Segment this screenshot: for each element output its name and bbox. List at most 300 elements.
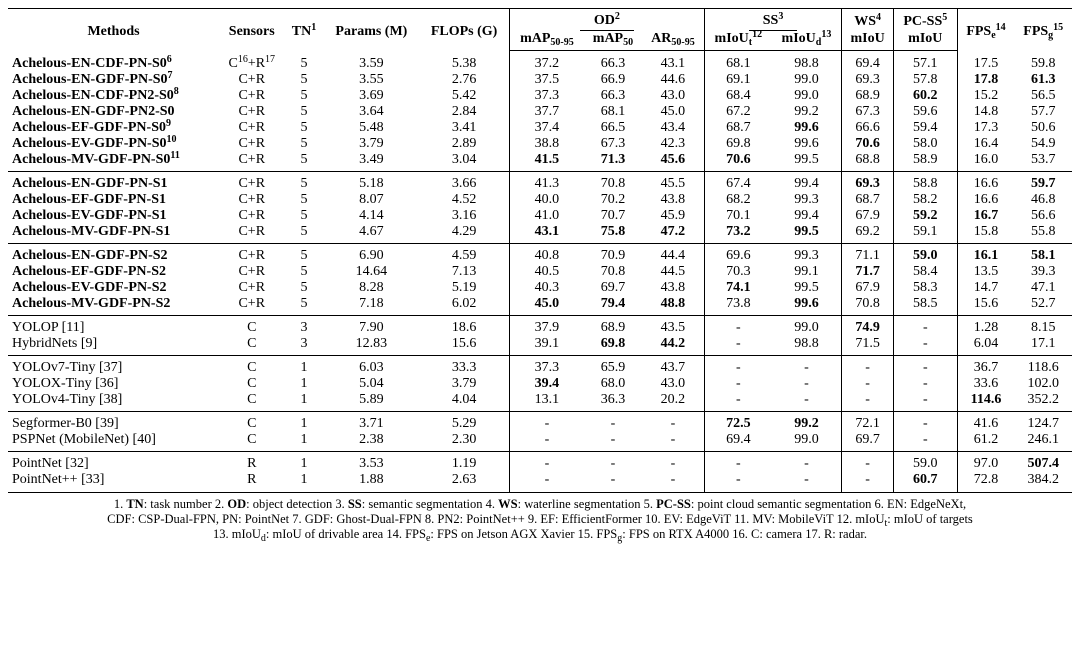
cell-map50: 70.8 xyxy=(584,172,642,193)
cell-tn: 1 xyxy=(300,392,308,407)
cell-method: YOLOv7-Tiny [37] xyxy=(8,356,219,377)
cell-miou-t: 72.5 xyxy=(704,412,771,433)
cell-miou-t: - xyxy=(704,376,771,392)
cell-fps-g: 47.1 xyxy=(1030,280,1056,295)
cell-miou-d: 99.4 xyxy=(772,172,842,193)
cell-flops: 4.29 xyxy=(451,224,477,239)
cell-ws-miou: - xyxy=(842,356,894,377)
cell-ar: - xyxy=(642,412,704,433)
cell-flops: 3.79 xyxy=(451,376,477,391)
cell-ar: 45.5 xyxy=(642,172,704,193)
cell-tn: 5 xyxy=(300,208,308,223)
cell-miou-d: - xyxy=(804,376,809,391)
table-row xyxy=(8,392,1072,412)
cell-params: 3.53 xyxy=(323,452,419,473)
cell-ws-miou: 66.6 xyxy=(842,120,894,136)
cell-pcss-miou: 59.0 xyxy=(894,452,957,473)
cell-pcss-miou: - xyxy=(894,392,957,412)
cell-pcss-miou: 58.9 xyxy=(894,152,957,172)
cell-ar: 47.2 xyxy=(660,224,686,239)
cell-miou-t: - xyxy=(704,316,771,337)
cell-sensors: C+R xyxy=(238,296,266,311)
cell-miou-t: 74.1 xyxy=(704,280,771,296)
cell-fps-e: 15.8 xyxy=(957,224,1014,244)
cell-flops: 3.16 xyxy=(451,208,477,223)
cell-params: 7.90 xyxy=(323,316,419,337)
cell-method: Achelous-$EN-GDF-PN-S0^7$ xyxy=(12,70,173,87)
cell-method: Achelous-EN-GDF-PN-S2 xyxy=(8,244,219,265)
cell-miou-d: 99.0 xyxy=(794,88,819,103)
cell-tn: 1 xyxy=(285,356,324,377)
cell-map5095: 37.9 xyxy=(509,316,584,337)
col-tn: $TN^1$ xyxy=(285,9,324,51)
cell-tn: 5 xyxy=(300,192,308,207)
cell-ws-miou: 69.4 xyxy=(842,51,894,73)
cell-map5095: 38.8 xyxy=(509,136,584,152)
footnote-line-1: 1. TN: task number 2. OD: object detection 3. SS: semantic segmentation 4. WS: waterline segmentation 5. PC-SS: point cloud semantic segmentation 6. EN: EdgeNeXt, xyxy=(113,497,967,511)
cell-pcss-miou: 58.8 xyxy=(894,172,957,193)
cell-ws-miou: 67.9 xyxy=(842,208,894,224)
cell-map50: 70.2 xyxy=(600,192,626,207)
cell-map5095: - xyxy=(509,452,584,473)
cell-flops: 3.04 xyxy=(451,152,477,167)
cell-ar: 44.4 xyxy=(642,244,704,265)
cell-fps-e: 36.7 xyxy=(957,356,1014,377)
cell-map5095: 43.1 xyxy=(509,224,584,244)
cell-flops: 2.76 xyxy=(451,72,477,87)
cell-flops: 1.19 xyxy=(419,452,509,473)
cell-fps-e: 97.0 xyxy=(957,452,1014,473)
table-row xyxy=(8,192,1072,208)
cell-flops: 2.30 xyxy=(451,432,477,447)
cell-pcss-miou: 60.7 xyxy=(894,472,957,493)
cell-pcss-miou: 59.4 xyxy=(894,120,957,136)
cell-map50: - xyxy=(584,412,642,433)
cell-params: 3.49 xyxy=(359,152,384,167)
table-row xyxy=(8,316,1072,337)
cell-fps-e: 16.1 xyxy=(957,244,1014,265)
cell-fps-e: 13.5 xyxy=(957,264,1014,280)
cell-sensors: C xyxy=(247,392,257,407)
cell-miou-d: 99.5 xyxy=(794,152,819,167)
group-ss: $SS^3$ xyxy=(704,9,841,32)
cell-sensors: C xyxy=(219,356,284,377)
cell-miou-t: 69.4 xyxy=(704,432,771,452)
cell-ar: - xyxy=(670,432,676,447)
cell-map50: 36.3 xyxy=(600,392,626,407)
cell-sensors: C+R xyxy=(238,88,266,103)
cell-map5095: 40.5 xyxy=(509,264,584,280)
cell-miou-t: - xyxy=(704,472,771,493)
cell-ar: 43.4 xyxy=(660,120,686,135)
cell-map5095: 40.8 xyxy=(509,244,584,265)
cell-map50: 66.3 xyxy=(600,56,626,71)
cell-map5095: - xyxy=(509,472,584,493)
cell-miou-t: - xyxy=(704,392,771,412)
table-row xyxy=(8,280,1072,296)
table-row xyxy=(8,208,1072,224)
cell-tn: 5 xyxy=(300,72,308,87)
cell-fps-g: 53.7 xyxy=(1030,152,1056,167)
cell-miou-d: 99.2 xyxy=(794,104,819,119)
cell-ws-miou: 69.3 xyxy=(842,72,894,88)
cell-fps-g: 61.3 xyxy=(1030,72,1056,87)
cell-map5095: 37.5 xyxy=(509,72,584,88)
cell-miou-d: 99.4 xyxy=(794,208,819,223)
cell-ws-miou: 68.8 xyxy=(842,152,894,172)
cell-ws-miou: 68.7 xyxy=(842,192,894,208)
col-sensors: Sensors xyxy=(219,9,284,51)
cell-miou-t: 69.8 xyxy=(704,136,771,152)
cell-miou-d: - xyxy=(804,392,809,407)
cell-ar: 44.5 xyxy=(660,264,686,279)
cell-map5095: 39.1 xyxy=(509,336,584,356)
cell-ws-miou: 69.7 xyxy=(842,432,894,452)
cell-ar: 48.8 xyxy=(660,296,686,311)
table-row xyxy=(8,336,1072,356)
cell-method: PointNet++ [33] xyxy=(8,472,219,493)
cell-map50: - xyxy=(584,472,642,493)
cell-ar: 43.0 xyxy=(660,88,686,103)
cell-sensors: C xyxy=(219,412,284,433)
cell-fps-e: 14.7 xyxy=(957,280,1014,296)
cell-sensors: C xyxy=(247,336,257,351)
cell-params: 12.83 xyxy=(355,336,388,351)
cell-pcss-miou: - xyxy=(894,432,957,452)
cell-fps-e: 17.8 xyxy=(957,72,1014,88)
cell-params: 4.67 xyxy=(359,224,384,239)
cell-fps-g: 17.1 xyxy=(1030,336,1056,351)
table-row xyxy=(8,356,1072,377)
cell-fps-e: 17.3 xyxy=(957,120,1014,136)
cell-fps-e: 61.2 xyxy=(957,432,1014,452)
cell-map50: - xyxy=(610,432,616,447)
cell-map50: 70.7 xyxy=(600,208,626,223)
cell-tn: 5 xyxy=(300,104,308,119)
col-flops: FLOPs (G) xyxy=(419,9,509,51)
cell-ar: 45.0 xyxy=(660,104,686,119)
cell-method: Achelous-MV-GDF-PN-S2 xyxy=(12,296,171,311)
cell-map50: 65.9 xyxy=(584,356,642,377)
cell-miou-t: 70.6 xyxy=(704,152,771,172)
cell-method: Achelous-EN-GDF-PN-S1 xyxy=(8,172,219,193)
cell-miou-t: 67.4 xyxy=(704,172,771,193)
cell-miou-d: 98.8 xyxy=(794,336,819,351)
table-row xyxy=(8,51,1072,73)
cell-miou-d: - xyxy=(772,472,842,493)
table-row xyxy=(8,376,1072,392)
cell-pcss-miou: - xyxy=(894,316,957,337)
cell-params: 7.18 xyxy=(359,296,384,311)
cell-miou-d: 99.5 xyxy=(794,280,819,295)
cell-flops: 2.84 xyxy=(451,104,477,119)
cell-ar: 43.8 xyxy=(660,280,686,295)
cell-params: 6.03 xyxy=(323,356,419,377)
table-row xyxy=(8,472,1072,493)
table-row xyxy=(8,72,1072,88)
cell-fps-g: 124.7 xyxy=(1014,412,1072,433)
cell-miou-d: 99.0 xyxy=(794,72,819,87)
cell-sensors: C+R xyxy=(238,224,266,239)
cell-method: Achelous-EN-GDF-PN2-S0 xyxy=(12,104,175,119)
cell-params: 3.59 xyxy=(359,55,384,71)
cell-method: Segformer-B0 [39] xyxy=(8,412,219,433)
cell-flops: 5.19 xyxy=(451,280,477,295)
cell-ar: 43.1 xyxy=(660,56,686,71)
table-row xyxy=(8,412,1072,433)
cell-fps-e: 41.6 xyxy=(957,412,1014,433)
cell-fps-g: 102.0 xyxy=(1027,376,1059,391)
cell-map50: 69.8 xyxy=(600,336,626,351)
cell-map50: 66.5 xyxy=(600,120,626,135)
cell-pcss-miou: 57.8 xyxy=(894,72,957,88)
cell-pcss-miou: - xyxy=(894,336,957,356)
cell-method: PointNet [32] xyxy=(8,452,219,473)
cell-sensors: C+R xyxy=(238,136,266,151)
cell-fps-g: 46.8 xyxy=(1030,192,1056,207)
cell-miou-t: - xyxy=(704,356,771,377)
cell-params: 8.28 xyxy=(359,280,384,295)
cell-sensors: C+R xyxy=(238,264,266,279)
col-miou-t: mIoU$_t^{12}$ xyxy=(704,31,771,51)
cell-method: Achelous-$EN-CDF-PN2-S0^8$ xyxy=(12,86,179,103)
cell-miou-d: - xyxy=(772,356,842,377)
cell-ar: 45.9 xyxy=(660,208,686,223)
cell-flops: 3.41 xyxy=(451,120,477,135)
cell-pcss-miou: 60.2 xyxy=(894,88,957,104)
cell-map50: 69.7 xyxy=(600,280,626,295)
cell-sensors: C+R xyxy=(219,172,284,193)
cell-method: Achelous-$EF-GDF-PN-S0^9$ xyxy=(12,118,171,135)
cell-ar: 44.2 xyxy=(660,336,686,351)
cell-fps-e: 15.2 xyxy=(957,88,1014,104)
cell-ws-miou: 72.1 xyxy=(842,412,894,433)
cell-miou-t: - xyxy=(704,452,771,473)
cell-sensors: C+R xyxy=(238,152,266,167)
cell-ws-miou: 68.9 xyxy=(842,88,894,104)
cell-flops: 7.13 xyxy=(451,264,477,279)
cell-method: Achelous-EV-GDF-PN-S2 xyxy=(12,280,167,295)
cell-fps-g: 352.2 xyxy=(1027,392,1059,407)
header-row-1 xyxy=(8,9,1072,32)
cell-ws-miou: - xyxy=(842,376,894,392)
cell-tn: 3 xyxy=(300,336,308,351)
cell-map50: 79.4 xyxy=(600,296,626,311)
cell-tn: 5 xyxy=(300,152,308,167)
cell-ar: 43.0 xyxy=(660,376,686,391)
col-fps-g: $FPS_g^{15}$ xyxy=(1014,9,1072,51)
cell-map5095: - xyxy=(509,412,584,433)
cell-flops: 4.59 xyxy=(419,244,509,265)
cell-fps-e: 16.4 xyxy=(957,136,1014,152)
cell-pcss-miou: 59.6 xyxy=(894,104,957,120)
cell-ws-miou: 70.6 xyxy=(842,136,894,152)
cell-method: PSPNet (MobileNet) [40] xyxy=(12,432,156,447)
cell-map50: 75.8 xyxy=(600,224,626,239)
col-ws-miou: mIoU xyxy=(842,31,894,51)
cell-fps-e: 6.04 xyxy=(957,336,1014,356)
cell-fps-e: 114.6 xyxy=(957,392,1014,412)
cell-sensors: $C^{16}+R^{17}$ xyxy=(228,53,276,71)
cell-ws-miou: - xyxy=(842,472,894,493)
cell-sensors: C+R xyxy=(238,280,266,295)
group-pcss: $PC-SS^5$ xyxy=(894,9,957,32)
cell-method: Achelous-MV-GDF-PN-S1 xyxy=(12,224,171,239)
cell-tn: 3 xyxy=(285,316,324,337)
table-row xyxy=(8,172,1072,193)
cell-ws-miou: 67.3 xyxy=(842,104,894,120)
cell-method: Achelous-$EN-CDF-PN-S0^6$ xyxy=(12,53,172,71)
cell-params: 3.69 xyxy=(359,88,384,103)
cell-method: Achelous-EF-GDF-PN-S1 xyxy=(12,192,166,207)
cell-ws-miou: 71.7 xyxy=(842,264,894,280)
table-row xyxy=(8,88,1072,104)
cell-tn: 5 xyxy=(300,88,308,103)
cell-flops: 2.63 xyxy=(419,472,509,493)
cell-ar: 43.8 xyxy=(660,192,686,207)
cell-tn: 1 xyxy=(285,412,324,433)
cell-map5095: 37.4 xyxy=(509,120,584,136)
table-row xyxy=(8,264,1072,280)
cell-method: YOLOX-Tiny [36] xyxy=(12,376,119,391)
cell-fps-g: 507.4 xyxy=(1014,452,1072,473)
cell-fps-e: 33.6 xyxy=(957,376,1014,392)
cell-tn: 5 xyxy=(285,172,324,193)
cell-map5095: 37.7 xyxy=(509,104,584,120)
cell-ws-miou: - xyxy=(842,452,894,473)
cell-tn: 1 xyxy=(285,472,324,493)
cell-tn: 1 xyxy=(285,452,324,473)
cell-ws-miou: 74.9 xyxy=(842,316,894,337)
cell-ar: 20.2 xyxy=(660,392,686,407)
cell-fps-g: 59.8 xyxy=(1030,55,1056,71)
cell-pcss-miou: 58.3 xyxy=(894,280,957,296)
cell-tn: 5 xyxy=(285,244,324,265)
cell-flops: 15.6 xyxy=(451,336,477,351)
cell-miou-d: 99.5 xyxy=(794,224,819,239)
cell-fps-e: 14.8 xyxy=(957,104,1014,120)
cell-flops: 5.29 xyxy=(419,412,509,433)
cell-map50: 68.1 xyxy=(600,104,626,119)
cell-pcss-miou: 59.1 xyxy=(894,224,957,244)
cell-flops: 18.6 xyxy=(419,316,509,337)
cell-tn: 5 xyxy=(300,55,308,71)
cell-fps-e: 72.8 xyxy=(957,472,1014,493)
col-params: Params (M) xyxy=(323,9,419,51)
cell-params: 5.18 xyxy=(323,172,419,193)
cell-pcss-miou: 59.0 xyxy=(894,244,957,265)
cell-sensors: C+R xyxy=(219,244,284,265)
cell-pcss-miou: 57.1 xyxy=(894,51,957,73)
cell-flops: 3.66 xyxy=(419,172,509,193)
col-methods: Methods xyxy=(8,9,219,51)
cell-map5095: 37.3 xyxy=(509,88,584,104)
col-map5095: mAP$_{50-95}$ xyxy=(509,31,584,51)
cell-ar: 42.3 xyxy=(660,136,686,151)
cell-ws-miou: 70.8 xyxy=(842,296,894,316)
col-fps-e: $FPS_e^{14}$ xyxy=(957,9,1014,51)
cell-map50: 68.9 xyxy=(584,316,642,337)
footnote-line-3: 13. mIoU$_d$: mIoU of drivable area 14. $FPS_e$: FPS on Jetson AGX Xavier 15. $FPS_g$: FPS on RTX A4000 16. C: camera 17. R: radar. xyxy=(213,527,867,544)
footnote-line-2: CDF: CSP-Dual-FPN, PN: PointNet 7. GDF: Ghost-Dual-FPN 8. PN2: PointNet++ 9. EF: EfficientFormer 10. EV: EdgeViT 11. MV: MobileViT 12. mIoU$_t$: mIoU of targets xyxy=(107,512,973,529)
cell-params: 3.55 xyxy=(359,72,384,87)
cell-params: 5.04 xyxy=(359,376,384,391)
cell-fps-g: 8.15 xyxy=(1014,316,1072,337)
cell-miou-t: 68.1 xyxy=(704,51,771,73)
cell-params: 8.07 xyxy=(359,192,384,207)
cell-map5095: 37.3 xyxy=(509,356,584,377)
cell-tn: 1 xyxy=(300,432,308,447)
group-ws: $WS^4$ xyxy=(842,9,894,32)
cell-flops: 2.89 xyxy=(451,136,477,151)
cell-sensors: R xyxy=(219,472,284,493)
col-map50: mAP$_{50}$ xyxy=(584,31,642,51)
cell-params: 3.79 xyxy=(359,136,384,151)
cell-method: Achelous-$MV-GDF-PN-S0^{11}$ xyxy=(12,150,180,167)
cell-miou-t: 70.1 xyxy=(704,208,771,224)
cell-ar: 43.7 xyxy=(642,356,704,377)
cell-map5095: 41.0 xyxy=(509,208,584,224)
cell-miou-t: - xyxy=(704,336,771,356)
cell-fps-g: 384.2 xyxy=(1014,472,1072,493)
cell-miou-d: 99.3 xyxy=(772,244,842,265)
cell-fps-g: 39.3 xyxy=(1030,264,1056,279)
cell-map50: 66.3 xyxy=(600,88,626,103)
cell-fps-g: 59.7 xyxy=(1014,172,1072,193)
cell-sensors: C xyxy=(247,432,257,447)
cell-ws-miou: 69.3 xyxy=(842,172,894,193)
cell-map5095: 41.3 xyxy=(509,172,584,193)
cell-params: 2.38 xyxy=(359,432,384,447)
cell-map50: 66.9 xyxy=(600,72,626,87)
table-row xyxy=(8,224,1072,244)
cell-tn: 5 xyxy=(300,280,308,295)
cell-miou-d: 99.6 xyxy=(794,136,819,151)
col-ar: $AR_{50-95}$ xyxy=(642,31,704,51)
cell-fps-g: 57.7 xyxy=(1030,104,1056,119)
cell-fps-e: 15.6 xyxy=(957,296,1014,316)
cell-map50: 70.8 xyxy=(600,264,626,279)
cell-tn: 5 xyxy=(300,224,308,239)
cell-miou-t: 68.4 xyxy=(704,88,771,104)
cell-miou-d: 99.1 xyxy=(794,264,819,279)
cell-fps-g: 56.6 xyxy=(1030,208,1056,223)
cell-sensors: C+R xyxy=(238,72,266,87)
cell-miou-t: 69.6 xyxy=(704,244,771,265)
cell-tn: 5 xyxy=(300,136,308,151)
cell-fps-e: 17.5 xyxy=(957,51,1014,73)
cell-map50: 67.3 xyxy=(600,136,626,151)
cell-ws-miou: - xyxy=(842,392,894,412)
cell-ar: - xyxy=(642,472,704,493)
cell-flops: 4.04 xyxy=(451,392,477,407)
cell-miou-t: 69.1 xyxy=(704,72,771,88)
group-od: $OD^2$ xyxy=(509,9,704,32)
cell-fps-g: 246.1 xyxy=(1027,432,1059,447)
cell-params: 6.90 xyxy=(323,244,419,265)
cell-flops: 6.02 xyxy=(451,296,477,311)
cell-fps-e: 16.6 xyxy=(957,192,1014,208)
cell-map5095: - xyxy=(509,432,584,452)
cell-params: 4.14 xyxy=(359,208,384,223)
cell-sensors: C+R xyxy=(238,104,266,119)
cell-sensors: R xyxy=(219,452,284,473)
cell-map5095: 13.1 xyxy=(509,392,584,412)
cell-miou-d: 99.0 xyxy=(772,316,842,337)
cell-sensors: C+R xyxy=(238,192,266,207)
cell-miou-t: 73.8 xyxy=(704,296,771,316)
cell-map5095: 40.0 xyxy=(509,192,584,208)
